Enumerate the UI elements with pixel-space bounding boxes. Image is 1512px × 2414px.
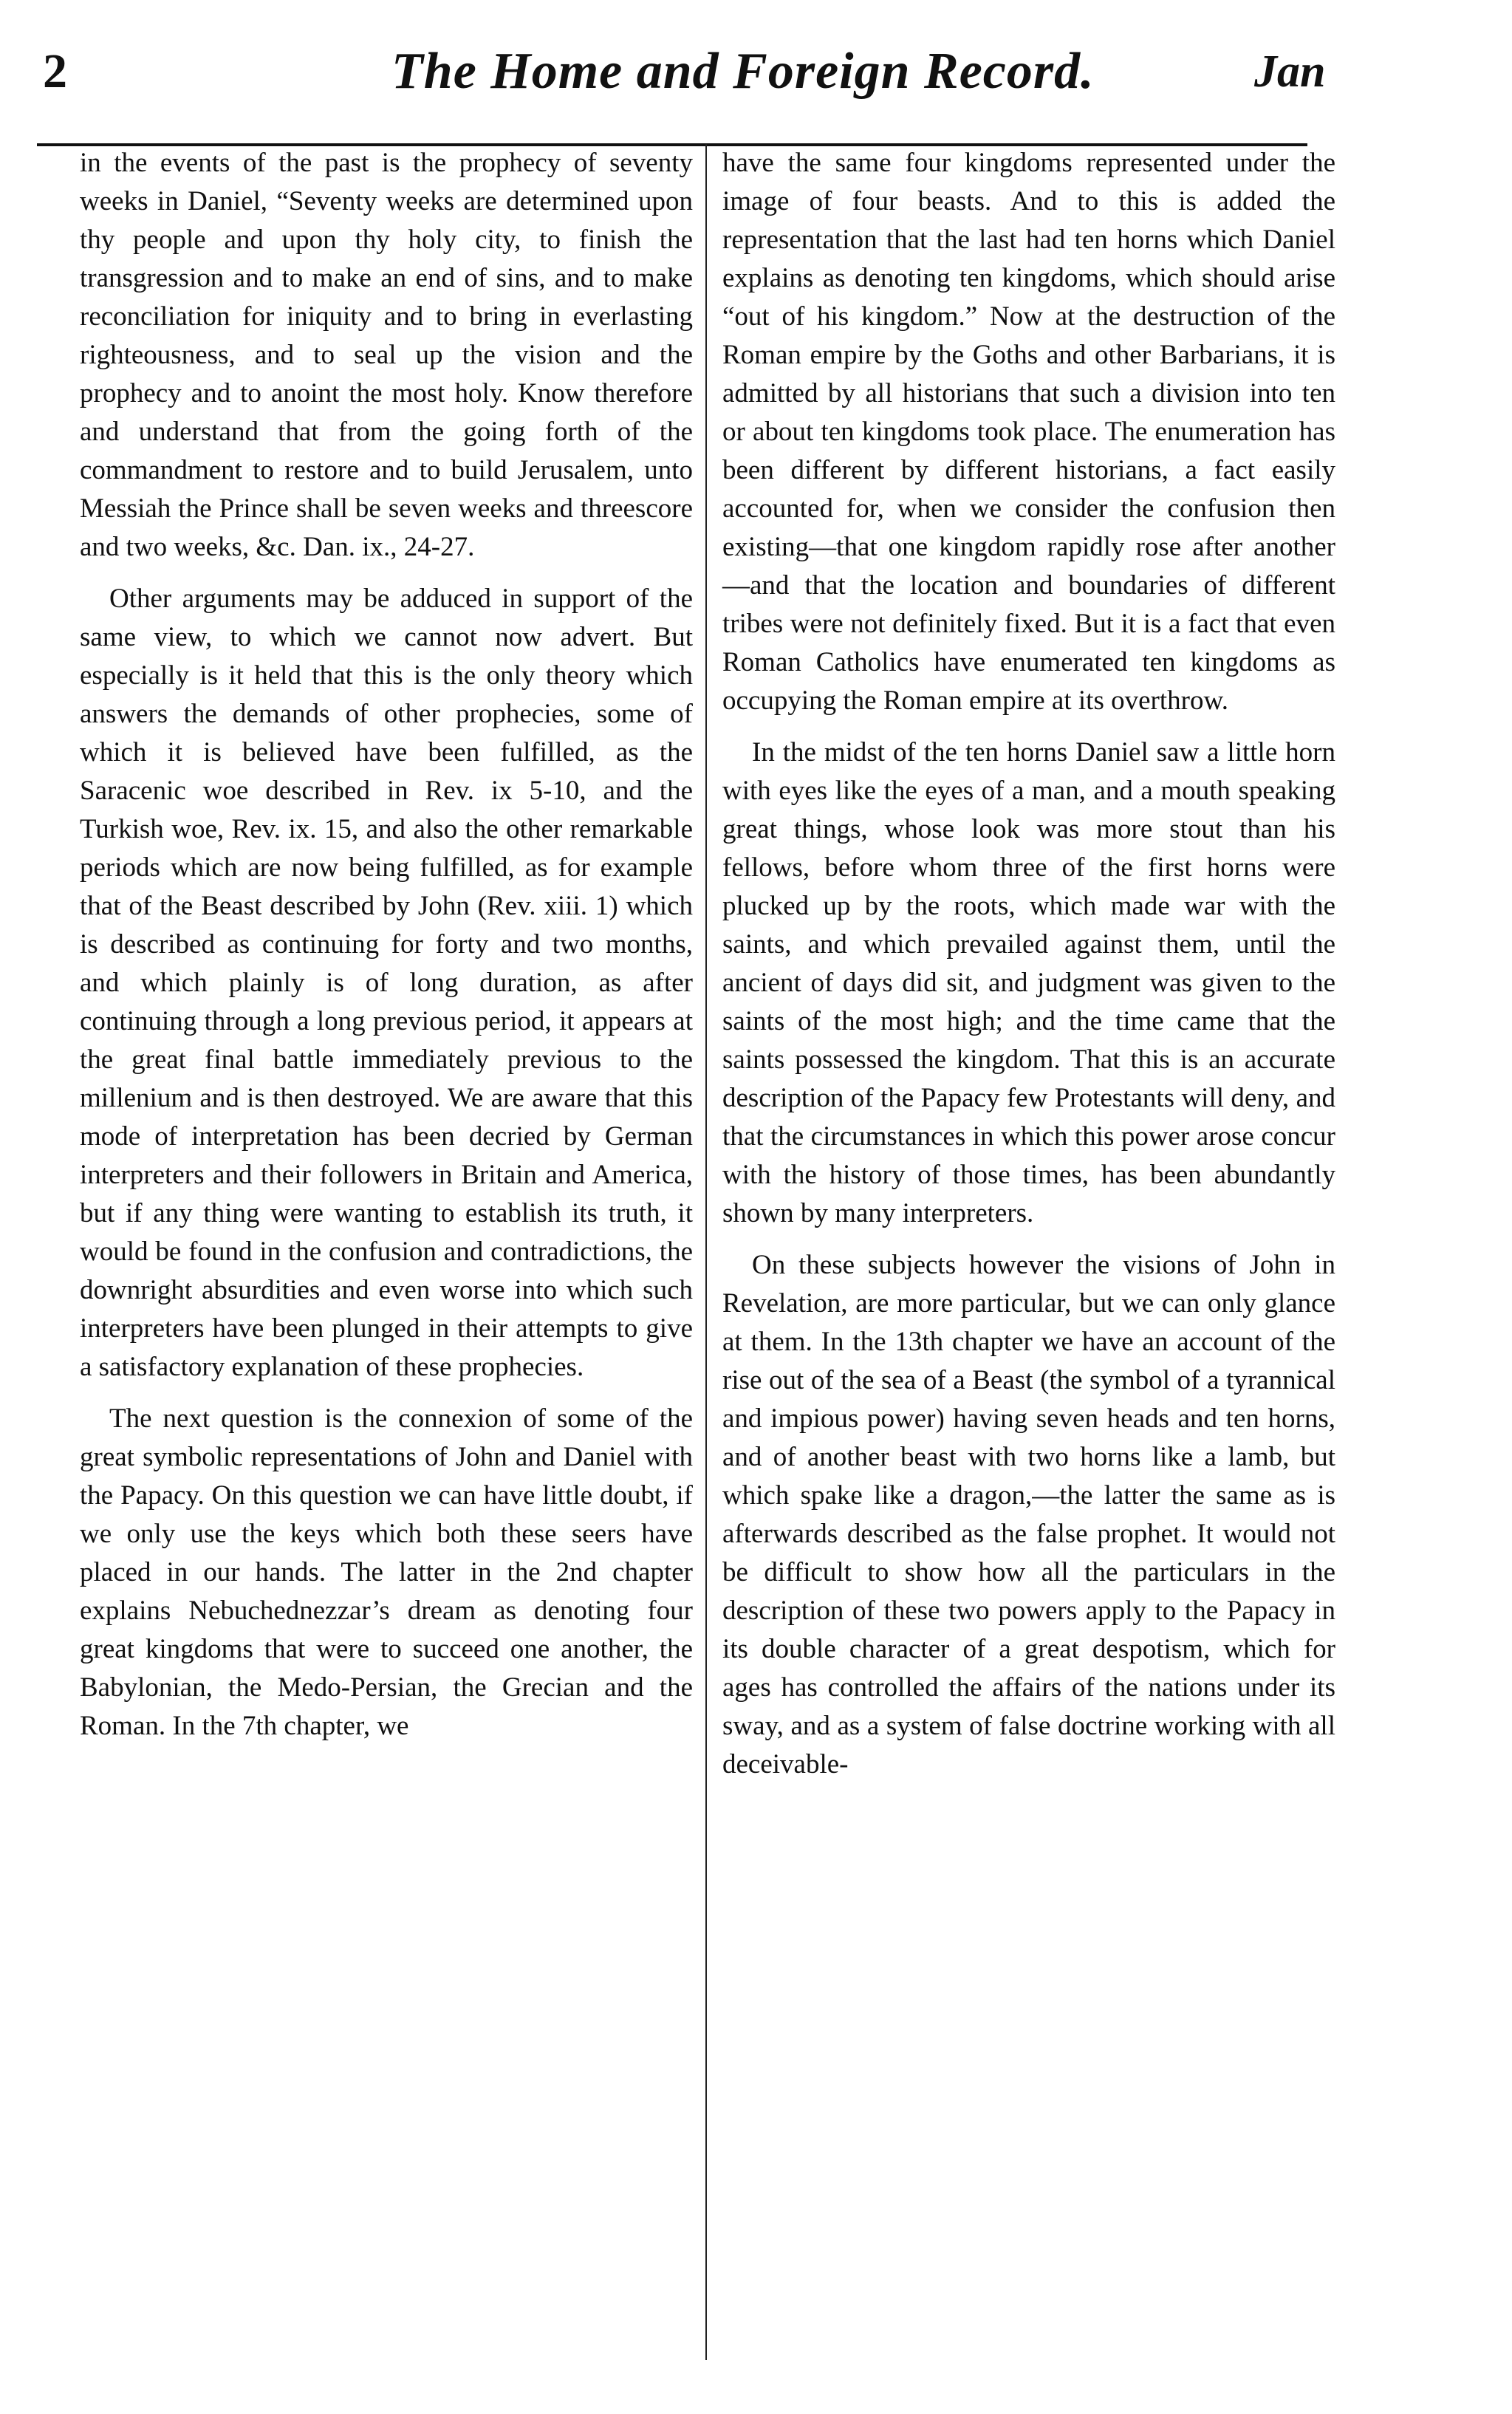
paragraph: In the midst of the ten horns Daniel saw a little horn with eyes like the eyes of a man, and a mouth speaking great things, whose look was more stout than his fellows, before whom three of the first horns were plucked up by the roots, which made war with the saints, and which prevailed against them, until the ancient of days did sit, and judgment was given to the saints of the most high; and the time came that the saints possessed the kingdom. That this is an accurate description of the Papacy few Protestants will deny, and that the circumstances in which this power arose concur with the history of those times, has been abundantly shown by many interpreters. xyxy=(722,737,1335,1228)
paragraph: On these subjects however the visions of John in Revelation, are more particular, but we can only glance at them. In the 13th chapter we have an account of the rise out of the sea of a Beast (the symbol of a tyrannical and impious power) having seven heads and ten horns, and of another beast with two horns like a lamb, but which spake like a dragon,—the latter the same as is afterwards described as the false prophet. It would not be difficult to show how all the particulars in the description of these two powers apply to the Papacy in its double character of a great despotism, which for ages has controlled the affairs of the nations under its sway, and as a system of false doctrine working with all deceivable- xyxy=(722,1250,1335,1779)
paragraph: in the events of the past is the prophecy of seventy weeks in Daniel, “Seventy weeks are determined upon thy people and upon thy holy city, to finish the transgression and to make an end of sins, and to make reconciliation for iniquity and to bring in everlasting righteousness, and to seal up the vision and the prophecy and to anoint the most holy. Know therefore and understand that from the going forth of the commandment to restore and to build Jerusalem, unto Messiah the Prince shall be seven weeks and threescore and two weeks, &c. Dan. ix., 24-27. xyxy=(80,148,693,562)
page-number: 2 xyxy=(43,44,67,98)
paragraph: Other arguments may be adduced in support of the same view, to which we cannot now advert. But especially is it held that this is the only theory which answers the demands of other prophecies, some of which it is believed have been fulfilled, as the Saracenic woe described in Rev. ix 5-10, and the Turkish woe, Rev. ix. 15, and also the other remarkable periods which are now being fulfilled, as for example that of the Beast described by John (Rev. xiii. 1) which is described as continuing for forty and two months, and which plainly is of long duration, as after continuing through a long previous period, it appears at the great final battle immediately previous to the millenium and is then destroyed. We are aware that this mode of interpretation has been decried by German interpreters and their followers in Britain and America, but if any thing were wanting to establish its truth, it would be found in the confusion and contradictions, the downright absurdities and even worse into which such interpreters have been plunged in their attempts to give a satisfactory explanation of these prophecies. xyxy=(80,584,693,1382)
paragraph: have the same four kingdoms represented under the image of four beasts. And to this is added the representation that the last had ten horns which Daniel explains as denoting ten kingdoms, which should arise “out of his kingdom.” Now at the destruction of the Roman empire by the Goths and other Barbarians, it is admitted by all historians that such a division into ten or about ten kingdoms took place. The enumeration has been different by different historians, a fact easily accounted for, when we consider the confusion then existing—that one kingdom rapidly rose after another—and that the location and boundaries of different tribes were not definitely fixed. But it is a fact that even Roman Catholics have enumerated ten kingdoms as occupying the Roman empire at its overthrow. xyxy=(722,148,1335,716)
journal-title: The Home and Foreign Record. xyxy=(391,43,1095,100)
left-column xyxy=(80,144,693,2360)
running-header xyxy=(37,43,1326,134)
column-divider xyxy=(705,144,707,2360)
issue-month: Jan xyxy=(1254,47,1326,97)
right-column xyxy=(722,144,1335,2360)
paragraph: The next question is the connexion of some of the great symbolic representations of John and Daniel with the Papacy. On this question we can have little doubt, if we only use the keys which both these seers have placed in our hands. The latter in the 2nd chapter explains Nebuchednezzar’s dream as denoting four great kingdoms that were to succeed one another, the Babylonian, the Medo-Persian, the Grecian and the Roman. In the 7th chapter, we xyxy=(80,1403,693,1741)
